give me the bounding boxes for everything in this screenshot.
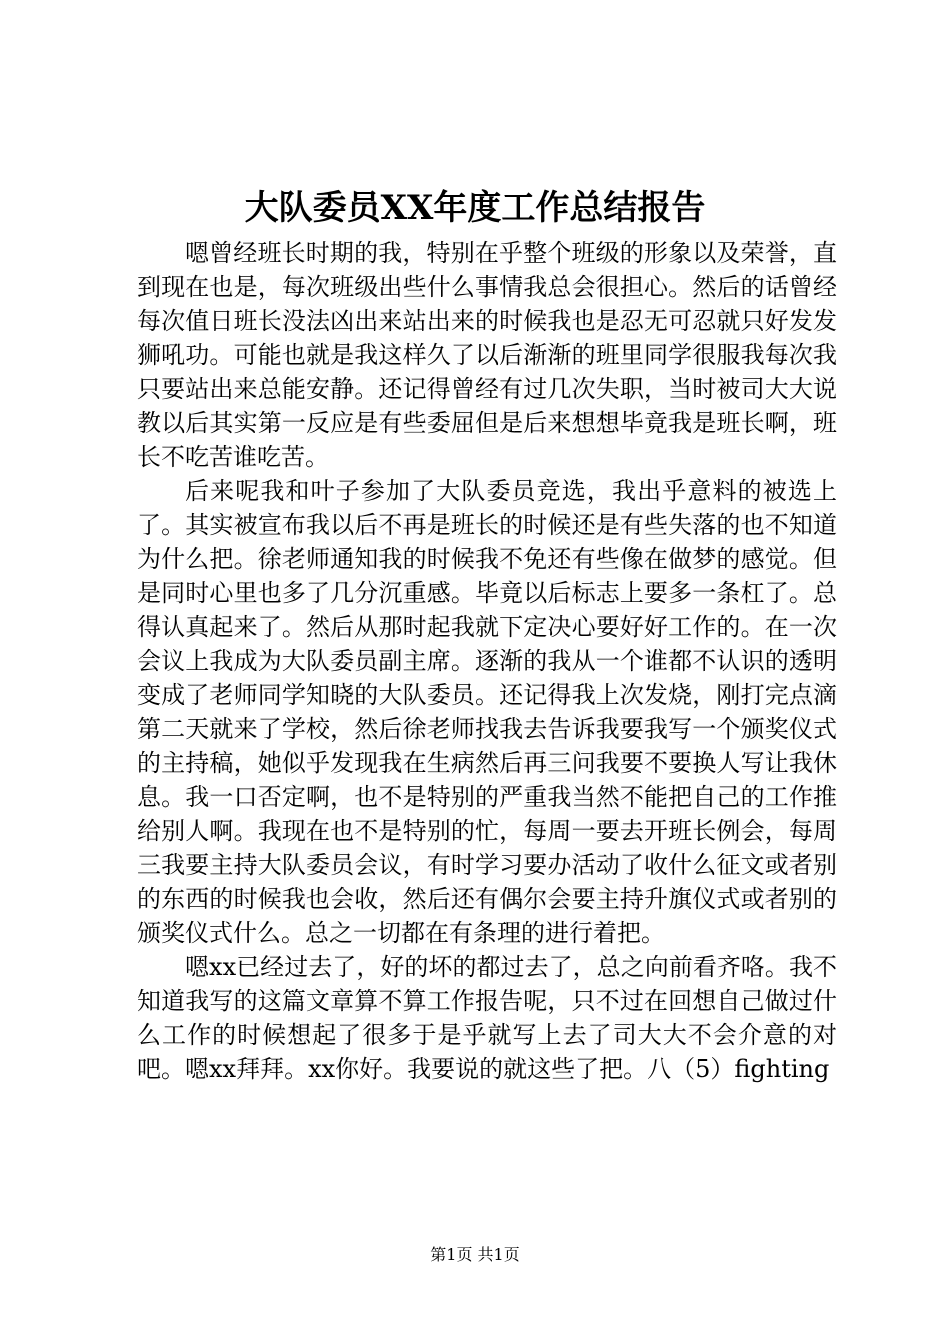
page-title: 大队委员XX年度工作总结报告	[244, 188, 706, 228]
document-body	[137, 236, 837, 1086]
paragraph-1: 嗯曾经班长时期的我，特别在乎整个班级的形象以及荣誉，直到现在也是，每次班级出些什么事情我总会很担心。然后的话曾经每次值日班长没法凶出来站出来的时候我也是忍无可忍就只好发发狮吼功。可能也就是我这样久了以后渐渐的班里同学很服我每次我只要站出来总能安静。还记得曾经有过几次失职，当时被司大大说教以后其实第一反应是有些委屈但是后来想想毕竟我是班长啊，班长不吃苦谁吃苦。	[137, 239, 837, 471]
page-number-footer: 第1页 共1页	[430, 1245, 520, 1264]
paragraph-2: 后来呢我和叶子参加了大队委员竞选，我出乎意料的被选上了。其实被宣布我以后不再是班长的时候还是有些失落的也不知道为什么把。徐老师通知我的时候我不免还有些像在做梦的感觉。但是同时心里也多了几分沉重感。毕竟以后标志上要多一条杠了。总得认真起来了。然后从那时起我就下定决心要好好工作的。在一次会议上我成为大队委员副主席。逐渐的我从一个谁都不认识的透明变成了老师同学知晓的大队委员。还记得我上次发烧，刚打完点滴第二天就来了学校，然后徐老师找我去告诉我要我写一个颁奖仪式的主持稿，她似乎发现我在生病然后再三问我要不要换人写让我休息。我一口否定啊，也不是特别的严重我当然不能把自己的工作推给别人啊。我现在也不是特别的忙，每周一要去开班长例会，每周三我要主持大队委员会议，有时学习要办活动了收什么征文或者别的东西的时候我也会收，然后还有偶尔会要主持升旗仪式或者别的颁奖仪式什么。总之一切都在有条理的进行着把。	[137, 477, 837, 947]
paragraph-3: 嗯xx已经过去了，好的坏的都过去了，总之向前看齐咯。我不知道我写的这篇文章算不算工作报告呢，只不过在回想自己做过什么工作的时候想起了很多于是乎就写上去了司大大不会介意的对吧。嗯xx拜拜。xx你好。我要说的就这些了把。八（5）fighting	[137, 953, 837, 1083]
